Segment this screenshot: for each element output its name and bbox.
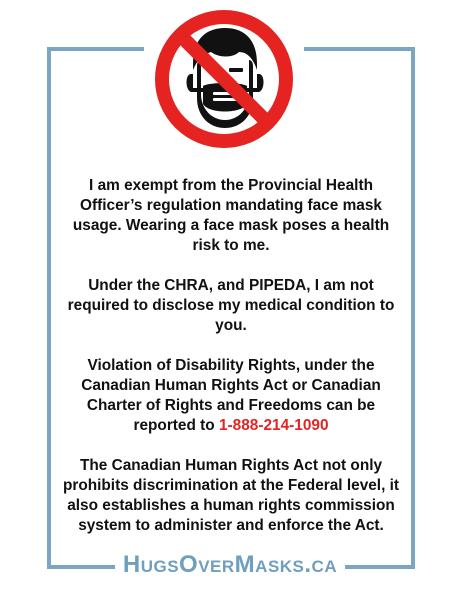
privacy-statement: Under the CHRA, and PIPEDA, I am not required to disclose my medical condition to you. [67, 277, 395, 334]
brand-logo-text: HugsOverMasks.ca [115, 545, 345, 585]
hotline-number: 1-888-214-1090 [218, 417, 329, 434]
no-face-mask-icon [153, 8, 295, 150]
exemption-text [60, 176, 402, 536]
exemption-statement: I am exempt from the Provincial Health Officer’s regulation mandating face mask usage. Wearing a face mask poses a health risk to me. [72, 177, 390, 254]
footer [0, 545, 460, 585]
chra-statement: The Canadian Human Rights Act not only prohibits discrimination at the Federal level, it also establishes a human rights commission system to administer and enforce the Act. [62, 457, 400, 534]
no-face-mask-badge [144, 8, 304, 150]
reporting-statement [60, 356, 402, 436]
reporting-text: Violation of Disability Rights, under the Canadian Human Rights Act or Canadian Charter of Rights and Freedoms can be reported to [81, 357, 381, 434]
